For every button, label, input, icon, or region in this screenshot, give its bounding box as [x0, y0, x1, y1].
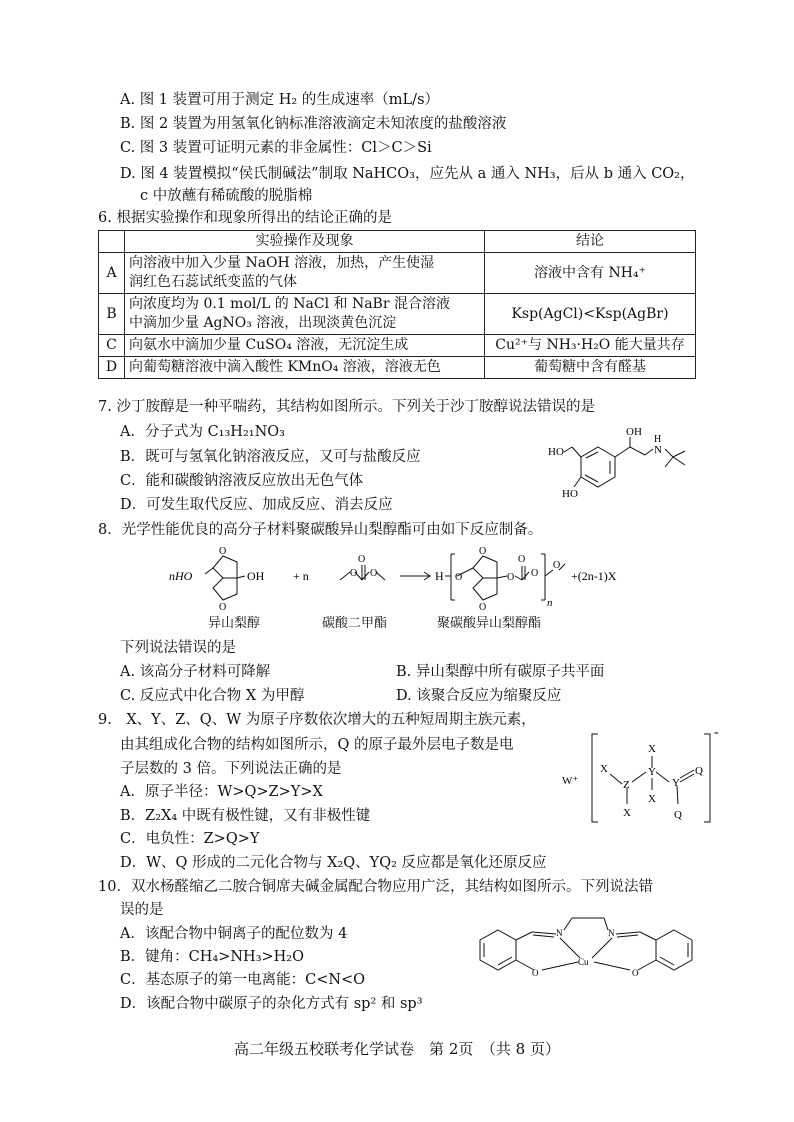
table-row	[99, 335, 696, 357]
row-conclusion: Ksp(AgCl)<Ksp(AgBr)	[485, 294, 696, 335]
q7-option-b: B．既可与氢氧化钠溶液反应，又可与盐酸反应	[120, 449, 421, 465]
q10-stem-2: 误的是	[120, 902, 164, 918]
row-conclusion: Cu²⁺与 NH₃·H₂O 能大量共存	[485, 335, 696, 357]
q8-option-a: A. 该高分子材料可降解	[120, 664, 271, 680]
q9-option-c: C．电负性：Z>Q>Y	[120, 831, 260, 847]
x-atom: X	[600, 763, 608, 775]
q5-option-d-cont: c 中放蘸有稀硫酸的脱脂棉	[140, 188, 313, 204]
ring-o: O	[479, 602, 487, 613]
q8-option-c: C. 反应式中化合物 X 为甲醇	[120, 688, 305, 704]
q9-option-b: B．Z₂X₄ 中既有极性键，又有非极性键	[120, 808, 371, 824]
ho-label: HO	[562, 488, 578, 500]
q8-option-b: B. 异山梨醇中所有碳原子共平面	[396, 664, 605, 680]
carbonate-o: O	[350, 568, 358, 579]
q7-option-c: C．能和碳酸钠溶液反应放出无色气体	[120, 473, 364, 489]
row-label: A	[99, 253, 125, 294]
row-operation: 向葡萄糖溶液中滴入酸性 KMnO₄ 溶液，溶液无色	[125, 357, 485, 379]
table-row	[99, 253, 696, 294]
row-operation: 向溶液中加入少量 NaOH 溶液，加热，产生使湿 润红色石蕊试纸变蓝的气体	[125, 253, 485, 294]
q5-option-c: C. 图 3 装置可证明元素的非金属性：Cl＞C＞Si	[120, 140, 432, 156]
chain-o: O	[518, 554, 526, 565]
q9-option-a: A．原子半径：W>Q>Z>Y>X	[120, 784, 323, 800]
x-atom: X	[648, 743, 656, 755]
q10-option-a: A．该配合物中铜离子的配位数为 4	[120, 926, 348, 942]
q9-ion-structure	[562, 722, 732, 832]
q6-table	[98, 230, 696, 379]
page-footer: 高二年级五校联考化学试卷 第 2页 （共 8 页）	[234, 1040, 560, 1058]
chain-o: O	[507, 572, 515, 583]
chain-o: O	[455, 572, 463, 583]
salbutamol-structure	[548, 425, 698, 505]
q9-stem-1: 9. X、Y、Z、Q、W 为原子序数依次增大的五种短周期主族元素，	[98, 712, 536, 728]
n-atom: N	[608, 928, 615, 938]
h-label: H	[654, 434, 662, 445]
q5-option-a: A. 图 1 装置可用于测定 H₂ 的生成速率（mL/s）	[120, 92, 440, 108]
carbonate-o: O	[358, 554, 366, 565]
n-subscript: n	[547, 597, 553, 609]
header-operation: 实验操作及现象	[125, 231, 485, 253]
z-atom: Z	[623, 779, 630, 791]
y-atom: Y	[648, 766, 656, 778]
q6-stem: 6. 根据实验操作和现象所得出的结论正确的是	[98, 210, 392, 226]
w-cation: W⁺	[562, 775, 579, 787]
ho-label: HO	[548, 446, 564, 458]
o-atom: O	[532, 968, 539, 978]
ring-o: O	[479, 546, 487, 557]
q10-stem-1: 10．双水杨醛缩乙二胺合铜席夫碱金属配合物应用广泛，其结构如图所示。下列说法错	[98, 879, 653, 895]
q-atom: Q	[674, 809, 682, 821]
carbonate-o: O	[370, 568, 378, 579]
polymer-label: 聚碳酸异山梨醇酯	[437, 616, 542, 631]
row-operation: 向氨水中滴加少量 CuSO₄ 溶液，无沉淀生成	[125, 335, 485, 357]
end-o: O	[553, 560, 561, 571]
o-atom: O	[632, 968, 639, 978]
h-end-label: H	[435, 569, 444, 583]
row-conclusion: 葡萄糖中含有醛基	[485, 357, 696, 379]
table-row	[99, 357, 696, 379]
header-conclusion: 结论	[485, 231, 696, 253]
row-conclusion: 溶液中含有 NH₄⁺	[485, 253, 696, 294]
anion-charge: -	[714, 725, 719, 740]
oh-label: OH	[247, 569, 265, 583]
copper-complex-structure	[468, 912, 708, 994]
cu-atom: Cu	[578, 957, 589, 967]
q7-option-d: D．可发生取代反应、加成反应、消去反应	[120, 497, 393, 513]
q10-option-c: C．基态原子的第一电离能：C<N<O	[120, 972, 366, 988]
q5-option-d: D. 图 4 装置模拟“侯氏制碱法”制取 NaHCO₃，应先从 a 通入 NH₃，后从 b 通入 CO₂，	[120, 166, 695, 182]
n-label: N	[654, 444, 662, 456]
chain-o: O	[531, 568, 539, 579]
ring-o: O	[219, 602, 227, 613]
q10-option-b: B．键角：CH₄>NH₃>H₂O	[120, 949, 304, 965]
byproduct-label: +(2n-1)X	[571, 569, 617, 583]
header-corner	[99, 231, 125, 253]
ring-o: O	[219, 546, 227, 557]
q10-option-d: D．该配合物中碳原子的杂化方式有 sp² 和 sp³	[120, 996, 423, 1012]
q9-option-d: D．W、Q 形成的二元化合物与 X₂Q、YQ₂ 反应都是氧化还原反应	[120, 855, 547, 871]
row-operation: 向浓度均为 0.1 mol/L 的 NaCl 和 NaBr 混合溶液 中滴加少量 AgNO₃ 溶液，出现淡黄色沉淀	[125, 294, 485, 335]
oh-label: OH	[626, 426, 642, 438]
plus-n-label: + n	[293, 569, 309, 583]
x-atom: X	[623, 807, 631, 819]
q8-option-d: D. 该聚合反应为缩聚反应	[396, 688, 562, 704]
q9-stem-2: 由其组成化合物的结构如图所示，Q 的原子最外层电子数是电	[120, 737, 514, 753]
q7-stem: 7. 沙丁胺醇是一种平喘药，其结构如图所示。下列关于沙丁胺醇说法错误的是	[98, 399, 595, 415]
q-atom: Q	[695, 765, 703, 777]
q8-stem: 8．光学性能优良的高分子材料聚碳酸异山梨醇酯可由如下反应制备。	[98, 522, 543, 538]
row-label: D	[99, 357, 125, 379]
table-header-row	[99, 231, 696, 253]
q7-option-a: A．分子式为 C₁₃H₂₁NO₃	[120, 424, 285, 440]
row-label: C	[99, 335, 125, 357]
x-atom: X	[648, 793, 656, 805]
n-atom: N	[556, 928, 563, 938]
n-ho-label: nHO	[169, 569, 193, 583]
q9-stem-3: 子层数的 3 倍。下列说法正确的是	[120, 761, 342, 777]
isosorbide-label: 异山梨醇	[208, 616, 261, 631]
row-label: B	[99, 294, 125, 335]
y-atom: Y	[672, 777, 680, 789]
table-row	[99, 294, 696, 335]
q8-substem: 下列说法错误的是	[120, 640, 236, 656]
dimethyl-carbonate-label: 碳酸二甲酯	[322, 616, 388, 631]
q5-option-b: B. 图 2 装置为用氢氧化钠标准溶液滴定未知浓度的盐酸溶液	[120, 116, 507, 132]
